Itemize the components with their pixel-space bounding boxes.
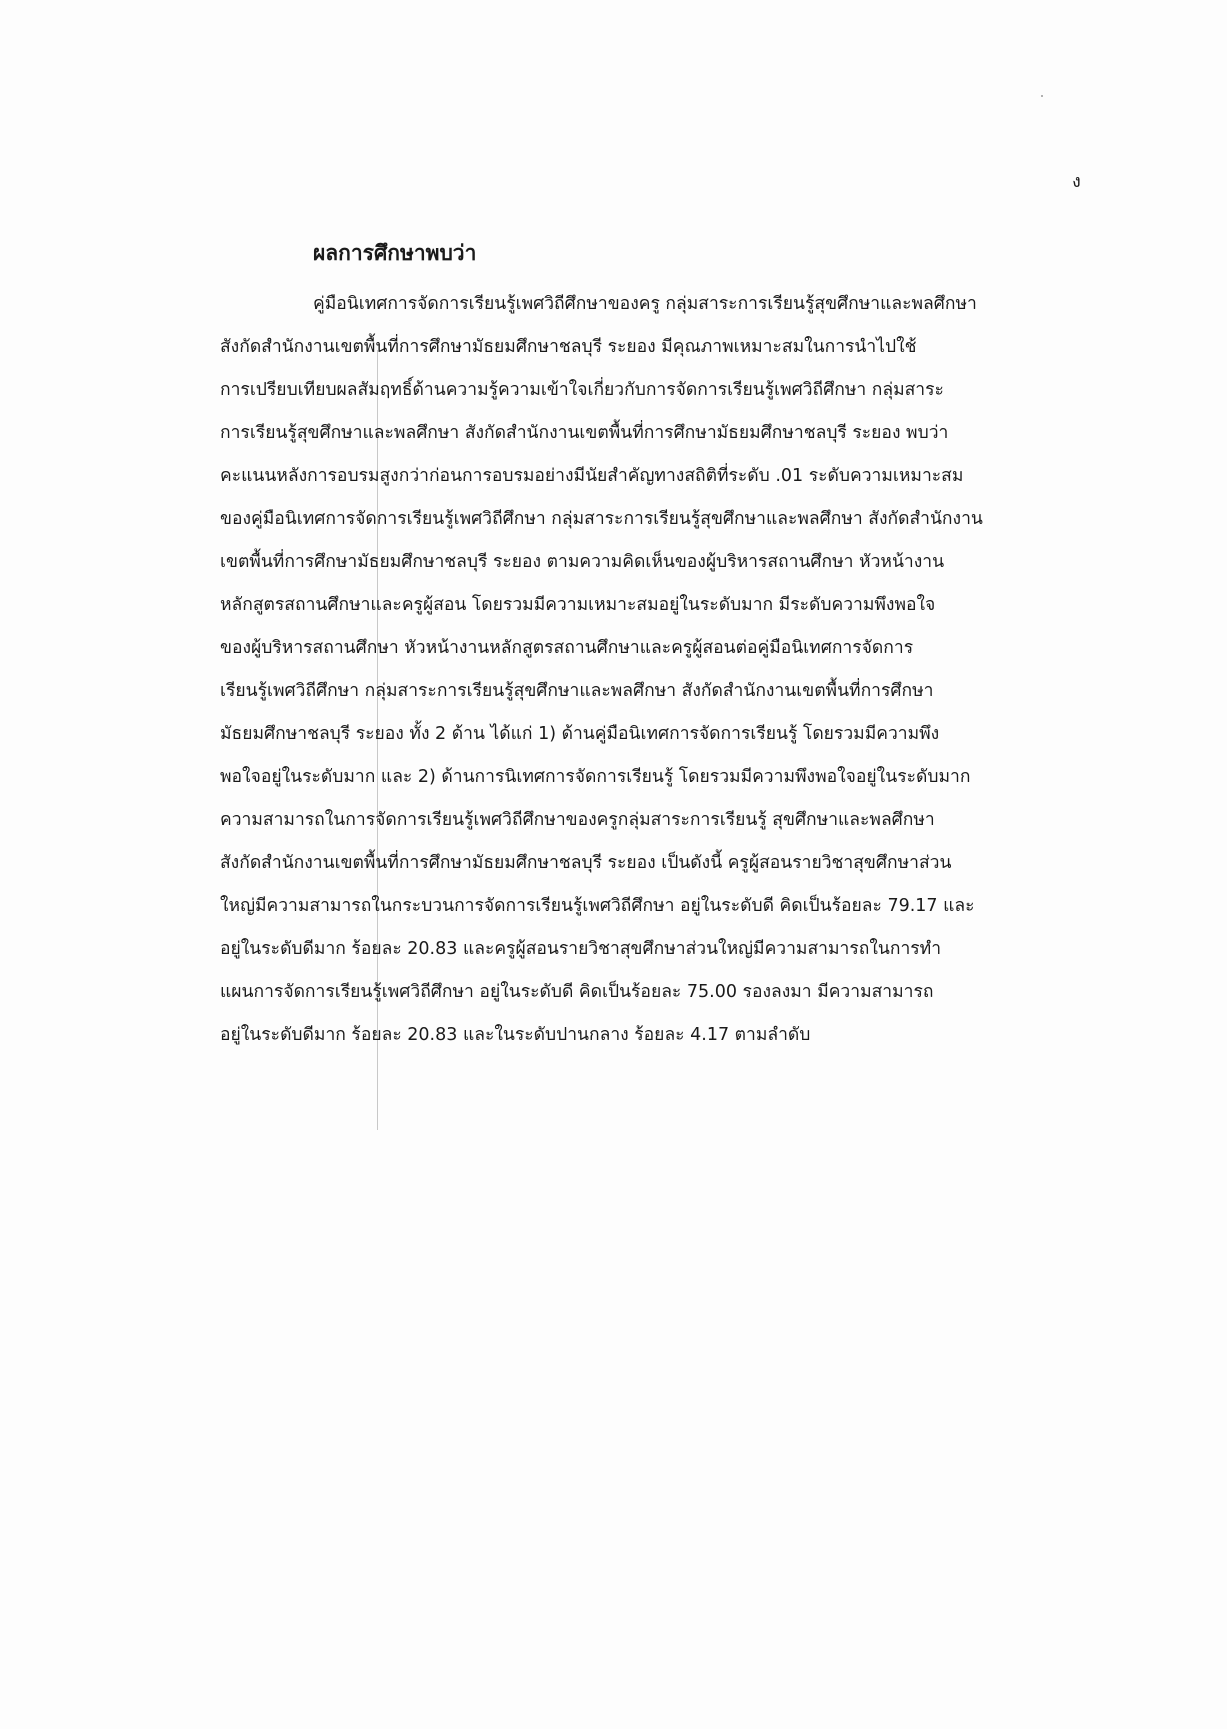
- text-line: สังกัดสำนักงานเขตพื้นที่การศึกษามัธยมศึกษาชลบุรี ระยอง เป็นดังนี้ ครูผู้สอนรายวิชาสุขศึกษาส่วน: [220, 853, 952, 873]
- text-line: ของคู่มือนิเทศการจัดการเรียนรู้เพศวิถีศึกษา กลุ่มสาระการเรียนรู้สุขศึกษาและพลศึกษา สังกัดสำนักงาน: [220, 509, 983, 529]
- text-line: มัธยมศึกษาชลบุรี ระยอง ทั้ง 2 ด้าน ได้แก่ 1) ด้านคู่มือนิเทศการจัดการเรียนรู้ โดยรวมมีความพึง: [220, 724, 940, 744]
- page-number: ง: [1072, 171, 1081, 192]
- text-line: หลักสูตรสถานศึกษาและครูผู้สอน โดยรวมมีความเหมาะสมอยู่ในระดับมาก มีระดับความพึงพอใจ: [220, 595, 936, 615]
- text-line: ของผู้บริหารสถานศึกษา หัวหน้างานหลักสูตรสถานศึกษาและครูผู้สอนต่อคู่มือนิเทศการจัดการ: [220, 638, 914, 658]
- text-line: อยู่ในระดับดีมาก ร้อยละ 20.83 และครูผู้สอนรายวิชาสุขศึกษาส่วนใหญ่มีความสามารถในการทำ: [220, 939, 942, 959]
- text-line: คะแนนหลังการอบรมสูงกว่าก่อนการอบรมอย่างมีนัยสำคัญทางสถิติที่ระดับ .01 ระดับความเหมาะสม: [220, 466, 964, 486]
- text-line: แผนการจัดการเรียนรู้เพศวิถีศึกษา อยู่ในระดับดี คิดเป็นร้อยละ 75.00 รองลงมา มีความสามารถ: [220, 982, 934, 1002]
- text-line: อยู่ในระดับดีมาก ร้อยละ 20.83 และในระดับปานกลาง ร้อยละ 4.17 ตามลำดับ: [220, 1025, 811, 1045]
- scan-speck: [1041, 95, 1043, 97]
- text-line: เรียนรู้เพศวิถีศึกษา กลุ่มสาระการเรียนรู้สุขศึกษาและพลศึกษา สังกัดสำนักงานเขตพื้นที่การศึกษา: [220, 681, 934, 701]
- text-line: ความสามารถในการจัดการเรียนรู้เพศวิถีศึกษาของครูกลุ่มสาระการเรียนรู้ สุขศึกษาและพลศึกษา: [220, 810, 935, 830]
- text-line: พอใจอยู่ในระดับมาก และ 2) ด้านการนิเทศการจัดการเรียนรู้ โดยรวมมีความพึงพอใจอยู่ในระดับมาก: [220, 767, 971, 787]
- body-paragraph: [220, 283, 1100, 1057]
- text-line: คู่มือนิเทศการจัดการเรียนรู้เพศวิถีศึกษาของครู กลุ่มสาระการเรียนรู้สุขศึกษาและพลศึกษา: [313, 294, 977, 314]
- section-heading: ผลการศึกษาพบว่า: [313, 241, 477, 265]
- text-line: เขตพื้นที่การศึกษามัธยมศึกษาชลบุรี ระยอง ตามความคิดเห็นของผู้บริหารสถานศึกษา หัวหน้างาน: [220, 552, 945, 572]
- text-line: สังกัดสำนักงานเขตพื้นที่การศึกษามัธยมศึกษาชลบุรี ระยอง มีคุณภาพเหมาะสมในการนำไปใช้: [220, 337, 917, 357]
- text-line: การเปรียบเทียบผลสัมฤทธิ์ด้านความรู้ความเข้าใจเกี่ยวกับการจัดการเรียนรู้เพศวิถีศึกษา กลุ่มสาระ: [220, 380, 944, 400]
- text-line: การเรียนรู้สุขศึกษาและพลศึกษา สังกัดสำนักงานเขตพื้นที่การศึกษามัธยมศึกษาชลบุรี ระยอง พบว่า: [220, 423, 949, 443]
- text-line: ใหญ่มีความสามารถในกระบวนการจัดการเรียนรู้เพศวิถีศึกษา อยู่ในระดับดี คิดเป็นร้อยละ 79.17 และ: [220, 896, 975, 916]
